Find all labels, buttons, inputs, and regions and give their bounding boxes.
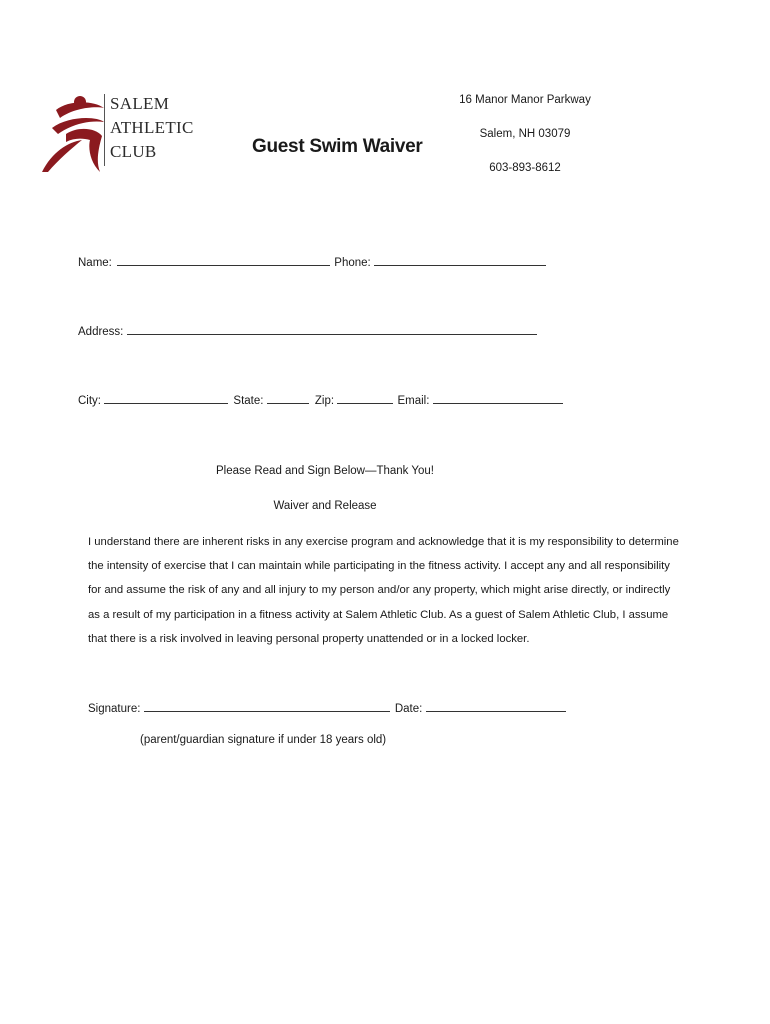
- signature-label: Signature:: [88, 703, 141, 715]
- city-label: City:: [78, 395, 101, 407]
- waiver-line: I understand there are inherent risks in any exercise program and acknowledge that it is my responsibility to determine: [88, 536, 679, 548]
- waiver-line: that there is a risk involved in leaving personal property unattended or in a locked locker.: [88, 632, 530, 645]
- name-label: Name:: [78, 257, 112, 269]
- page-title: Guest Swim Waiver: [252, 136, 423, 157]
- zip-label: Zip:: [314, 395, 335, 407]
- email-label: Email:: [397, 395, 430, 407]
- zip-field[interactable]: [337, 392, 393, 404]
- section-title: Waiver and Release: [273, 500, 377, 512]
- logo-divider: [104, 94, 105, 166]
- logo-line-athletic: ATHLETIC: [110, 118, 194, 137]
- address-row: [78, 323, 537, 338]
- address-city: Salem, NH 03079: [479, 128, 571, 140]
- state-label: State:: [233, 395, 264, 407]
- logo-text: [110, 92, 194, 164]
- address-field[interactable]: [127, 323, 537, 335]
- signature-field[interactable]: [144, 700, 390, 712]
- city-state-zip-email-row: [78, 392, 563, 407]
- guardian-note: (parent/guardian signature if under 18 years old): [140, 734, 387, 746]
- address-phone: 603-893-8612: [489, 162, 561, 174]
- phone-field[interactable]: [374, 254, 546, 266]
- city-field[interactable]: [104, 392, 228, 404]
- name-phone-row: [78, 254, 546, 269]
- logo-line-salem: SALEM: [110, 94, 170, 113]
- address-street: 16 Manor Manor Parkway: [459, 94, 591, 106]
- date-label: Date:: [394, 703, 423, 715]
- phone-label: Phone:: [334, 257, 371, 269]
- waiver-line: for and assume the risk of any and all injury to my person and/or any property, which might arise directly, or indirectly: [88, 584, 671, 597]
- date-field[interactable]: [426, 700, 566, 712]
- waiver-line: as a result of my participation in a fitness activity at Salem Athletic Club. As a guest of Salem Athletic Club, I assume: [88, 608, 669, 621]
- instructions-text: Please Read and Sign Below—Thank You!: [215, 465, 434, 477]
- waiver-line: the intensity of exercise that I can maintain while participating in the fitness activity. I accept any and all responsibility: [88, 560, 670, 573]
- waiver-paragraph: [88, 530, 679, 651]
- address-label: Address:: [78, 326, 124, 338]
- signature-date-row: [88, 700, 566, 715]
- email-field[interactable]: [433, 392, 563, 404]
- state-field[interactable]: [267, 392, 309, 404]
- name-field[interactable]: [117, 254, 330, 266]
- logo-line-club: CLUB: [110, 142, 157, 161]
